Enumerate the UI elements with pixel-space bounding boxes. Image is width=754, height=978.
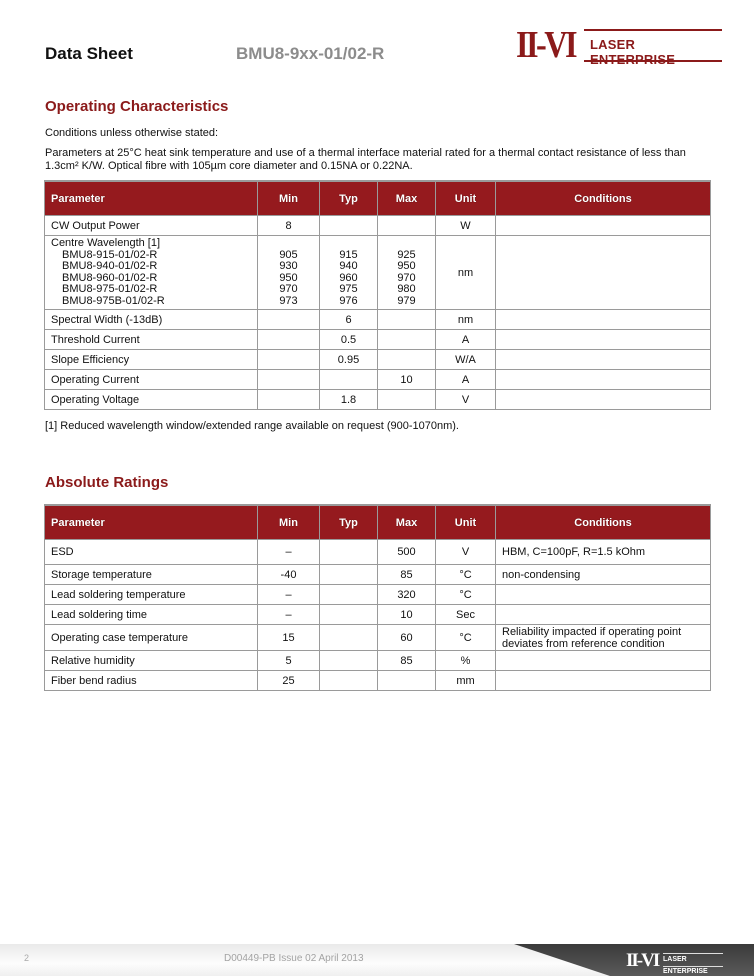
value: 960 [339,271,358,284]
max-cell: 500 [378,540,436,565]
variant-name: BMU8-940-01/02-R [62,260,158,272]
value: 930 [279,260,298,272]
conditions-cell [496,370,711,390]
table-row [45,330,711,350]
param-cell: Lead soldering time [45,605,258,625]
value: 950 [279,271,298,284]
table-header-row [45,181,711,216]
min-cell: – [258,585,320,605]
value: 979 [397,294,416,307]
absolute-ratings-table [44,504,711,691]
param-cell [45,236,258,310]
typ-cell [320,605,378,625]
unit-cell: % [436,651,496,671]
document-reference: D00449-PB Issue 02 April 2013 [224,953,364,964]
unit-cell: Sec [436,605,496,625]
value: 925 [397,248,416,261]
min-cell [258,390,320,410]
part-number: BMU8-9xx-01/02-R [236,44,385,63]
table-row [45,350,711,370]
max-cell [378,310,436,330]
table-row [45,370,711,390]
section-heading-absolute: Absolute Ratings [45,474,169,491]
conditions-cell: non-condensing [496,565,711,585]
parameters-note-line1: Parameters at 25°C heat sink temperature and use of a thermal interface material rated for a thermal contact resistance of less than [45,147,686,159]
max-cell [378,216,436,236]
max-cell [378,671,436,691]
conditions-cell [496,605,711,625]
conditions-cell [496,651,711,671]
page-number: 2 [24,953,30,963]
table-row [45,216,711,236]
company-logo [516,24,722,67]
min-cell: 15 [258,625,320,651]
max-cell [378,390,436,410]
typ-cell [320,216,378,236]
col-parameter: Parameter [45,181,258,216]
value: 905 [279,248,298,261]
min-cell [258,350,320,370]
unit-cell: °C [436,565,496,585]
value: 976 [339,294,358,307]
value: 975 [339,283,358,295]
page-footer [0,944,754,976]
section-heading-operating: Operating Characteristics [45,98,229,115]
typ-cell: 6 [320,310,378,330]
typ-cell: 1.8 [320,390,378,410]
table-row [45,585,711,605]
conditions-cell [496,671,711,691]
unit-cell: V [436,540,496,565]
variant-name: BMU8-960-01/02-R [62,271,158,284]
value: 940 [339,260,358,272]
variant-name: BMU8-915-01/02-R [62,248,158,261]
unit-cell: mm [436,671,496,691]
conditions-intro: Conditions unless otherwise stated: [45,127,219,139]
unit-cell: V [436,390,496,410]
max-cell [378,236,436,310]
value: 915 [339,248,358,261]
conditions-cell [496,330,711,350]
parameters-note-line2: 1.3cm² K/W. Optical fibre with 105µm core diameter and 0.15NA or 0.22NA. [45,160,413,172]
table-header-row [45,505,711,540]
min-cell: – [258,540,320,565]
table-row [45,565,711,585]
typ-cell [320,585,378,605]
table-row [45,625,711,651]
param-cell: Operating Voltage [45,390,258,410]
typ-cell [320,540,378,565]
table-row [45,671,711,691]
min-cell: 25 [258,671,320,691]
unit-cell: nm [436,236,496,310]
typ-cell [320,625,378,651]
col-typ: Typ [320,181,378,216]
document-title: Data Sheet [45,44,133,63]
table-row [45,540,711,565]
conditions-cell [496,390,711,410]
min-cell: 8 [258,216,320,236]
param-cell: Storage temperature [45,565,258,585]
col-conditions: Conditions [496,181,711,216]
footer-logo-text: LASER ENTERPRISE [663,953,723,967]
col-unit: Unit [436,505,496,540]
footnote: [1] Reduced wavelength window/extended range available on request (900-1070nm). [45,420,459,432]
typ-cell [320,370,378,390]
typ-cell: 0.95 [320,350,378,370]
value: 970 [279,283,298,295]
footer-logo-mark: II-VI [626,950,659,971]
conditions-cell [496,350,711,370]
min-cell [258,330,320,350]
col-max: Max [378,505,436,540]
col-typ: Typ [320,505,378,540]
wavelength-label: Centre Wavelength [1] [51,237,161,249]
typ-cell [320,565,378,585]
conditions-cell: Reliability impacted if operating point deviates from reference condition [496,625,711,651]
min-cell: -40 [258,565,320,585]
col-unit: Unit [436,181,496,216]
value: 980 [397,283,416,295]
max-cell: 85 [378,651,436,671]
min-cell [258,236,320,310]
operating-characteristics-table [44,180,711,410]
min-cell [258,370,320,390]
param-cell: Operating case temperature [45,625,258,651]
param-cell: CW Output Power [45,216,258,236]
conditions-cell [496,236,711,310]
col-min: Min [258,181,320,216]
col-max: Max [378,181,436,216]
max-cell: 60 [378,625,436,651]
min-cell: 5 [258,651,320,671]
value: 950 [397,260,416,272]
conditions-cell [496,310,711,330]
max-cell [378,330,436,350]
max-cell: 10 [378,370,436,390]
conditions-cell [496,585,711,605]
col-parameter: Parameter [45,505,258,540]
param-cell: Relative humidity [45,651,258,671]
unit-cell: A [436,330,496,350]
param-cell: Slope Efficiency [45,350,258,370]
param-cell: Lead soldering temperature [45,585,258,605]
value: 970 [397,271,416,284]
typ-cell [320,236,378,310]
param-cell: Fiber bend radius [45,671,258,691]
logo-text: LASER ENTERPRISE [590,37,676,67]
min-cell [258,310,320,330]
unit-cell: W [436,216,496,236]
col-conditions: Conditions [496,505,711,540]
table-row-centre-wavelength [45,236,711,310]
value: 973 [279,294,298,307]
param-cell: Operating Current [45,370,258,390]
unit-cell: °C [436,585,496,605]
table-row [45,390,711,410]
param-cell: Spectral Width (-13dB) [45,310,258,330]
logo-mark: II-VI [516,24,576,66]
table-row [45,310,711,330]
variant-name: BMU8-975B-01/02-R [62,294,165,307]
param-cell: Threshold Current [45,330,258,350]
unit-cell: W/A [436,350,496,370]
conditions-cell: HBM, C=100pF, R=1.5 kOhm [496,540,711,565]
min-cell: – [258,605,320,625]
unit-cell: °C [436,625,496,651]
max-cell: 320 [378,585,436,605]
unit-cell: nm [436,310,496,330]
param-cell: ESD [45,540,258,565]
unit-cell: A [436,370,496,390]
max-cell: 10 [378,605,436,625]
col-min: Min [258,505,320,540]
max-cell [378,350,436,370]
typ-cell: 0.5 [320,330,378,350]
conditions-cell [496,216,711,236]
max-cell: 85 [378,565,436,585]
table-row [45,605,711,625]
table-row [45,651,711,671]
typ-cell [320,671,378,691]
variant-name: BMU8-975-01/02-R [62,283,158,295]
typ-cell [320,651,378,671]
